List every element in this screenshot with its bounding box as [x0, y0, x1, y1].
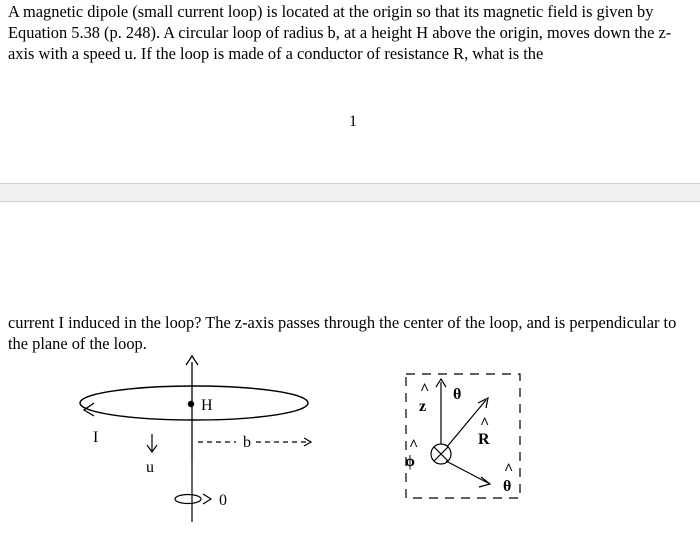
hat-z: ^: [420, 381, 430, 398]
hat-theta: ^: [504, 461, 514, 478]
problem-text-part-2: current I induced in the loop? The z-axis passes through the center of the loop, and is perpendicular to the plane of the loop.: [8, 313, 677, 353]
label-u: u: [146, 459, 154, 476]
hat-phi: ^: [409, 437, 419, 454]
hat-R: ^: [480, 415, 490, 432]
loop-figure: [60, 350, 350, 535]
label-phi-hat: ϕ: [405, 453, 415, 470]
label-I: I: [93, 429, 99, 446]
label-theta-hat: θ: [503, 478, 512, 495]
unit-vector-figure: [395, 365, 535, 510]
dipole-loop: [175, 495, 201, 504]
label-R-hat: R: [478, 431, 490, 448]
page-number: 1: [349, 113, 357, 130]
label-z-hat: z: [419, 398, 427, 415]
label-H: H: [201, 397, 213, 414]
theta-hat-vector: [446, 461, 488, 483]
dipole-current-arrow: [203, 494, 211, 504]
label-b: b: [243, 434, 251, 451]
problem-text-part-1: A magnetic dipole (small current loop) is located at the origin so that its magnetic field is given by Equation 5.38 (p. 248). A circular loop of radius b, at a height H above the origin, moves down the z-axis with a speed u. If the loop is made of a conductor of resistance R, what is the: [8, 2, 672, 63]
label-origin: 0: [219, 492, 227, 509]
height-point: [188, 401, 194, 407]
label-theta-angle: θ: [453, 386, 462, 403]
page-break-separator: [0, 183, 700, 202]
